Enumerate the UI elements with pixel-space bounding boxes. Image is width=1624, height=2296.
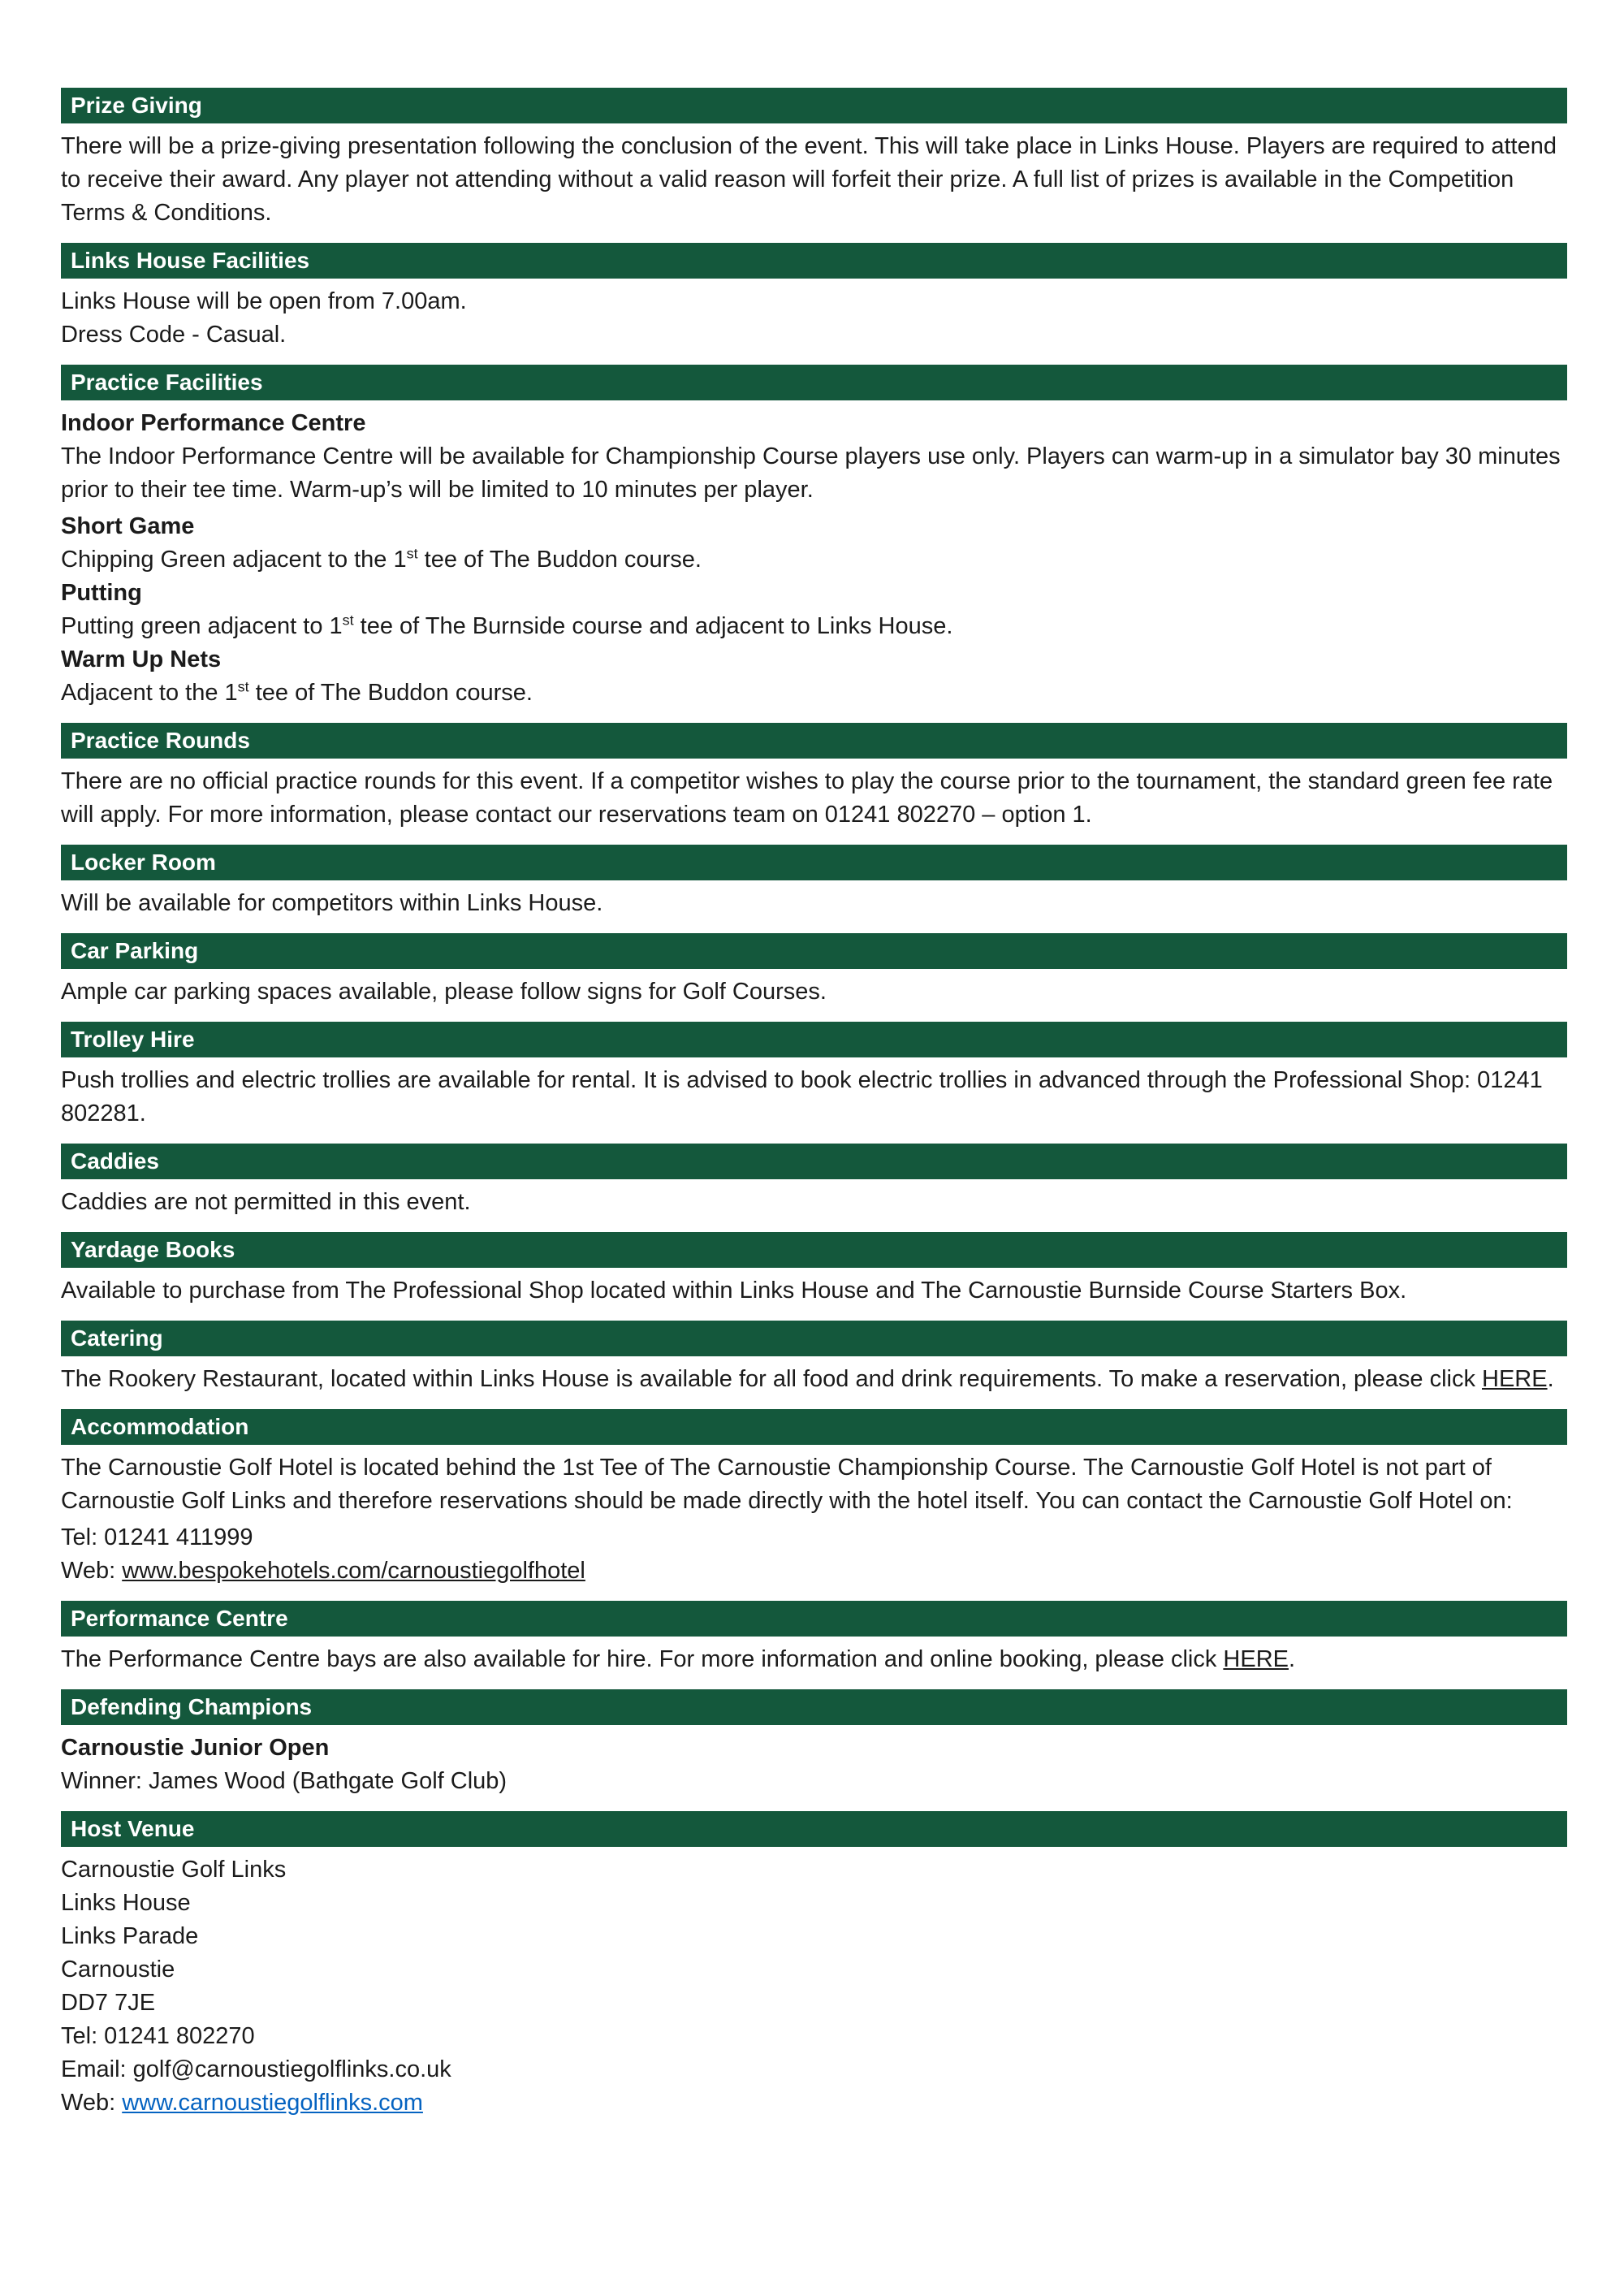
hotel-website-link[interactable]: www.bespokehotels.com/carnoustiegolfhotel	[122, 1558, 585, 1584]
section-title: Practice Facilities	[71, 370, 263, 395]
yardage-books-paragraph: Available to purchase from The Professional Shop located within Links House and The Carnoustie Burnside Course Starters Box.	[61, 1278, 1407, 1304]
section-header-car-parking	[61, 933, 1567, 969]
prize-giving-paragraph: There will be a prize-giving presentation following the conclusion of the event. This will take place in Links House. Players are required to attend to receive their award. Any player not attending without a valid reason will forfeit their prize. A full list of prizes is available in the Competition Terms & Conditions.	[61, 133, 1557, 226]
trolley-hire-paragraph: Push trollies and electric trollies are available for rental. It is advised to book electric trollies in advanced through the Professional Shop: 01241 802281.	[61, 1067, 1543, 1126]
section-practice-rounds	[61, 723, 1567, 832]
section-title: Caddies	[71, 1148, 159, 1174]
performance-booking-link[interactable]: HERE	[1223, 1646, 1289, 1672]
section-title: Performance Centre	[71, 1606, 288, 1631]
text-run: Chipping Green adjacent to the 1	[61, 547, 407, 573]
putting-subhead: Putting	[61, 580, 142, 606]
host-website-link[interactable]: www.carnoustiegolflinks.com	[122, 2090, 423, 2116]
section-title: Yardage Books	[71, 1237, 235, 1262]
venue-street-line: Links Parade	[61, 1923, 199, 1949]
text-run: Putting green adjacent to 1	[61, 613, 343, 639]
section-caddies	[61, 1144, 1567, 1219]
section-locker-room	[61, 845, 1567, 920]
hotel-tel-line: Tel: 01241 411999	[61, 1524, 253, 1550]
caddies-paragraph: Caddies are not permitted in this event.	[61, 1189, 471, 1215]
warm-up-nets-line	[61, 677, 1567, 710]
section-title: Practice Rounds	[71, 728, 250, 753]
section-performance-centre	[61, 1601, 1567, 1676]
text-run: tee of The Burnside course and adjacent to Links House.	[353, 613, 953, 639]
section-header-host-venue	[61, 1811, 1567, 1847]
section-header-performance-centre	[61, 1601, 1567, 1637]
accommodation-paragraph: The Carnoustie Golf Hotel is located behind the 1st Tee of The Carnoustie Championship Course. The Carnoustie Golf Hotel is not part of Carnoustie Golf Links and therefore reservations should be made directly with the hotel itself. You can contact the Carnoustie Golf Hotel on:	[61, 1455, 1513, 1514]
text-run: .	[1288, 1646, 1296, 1672]
section-defending-champions	[61, 1689, 1567, 1798]
venue-email-line: Email: golf@carnoustiegolflinks.co.uk	[61, 2056, 451, 2082]
venue-tel-line: Tel: 01241 802270	[61, 2023, 255, 2049]
dress-code-line: Dress Code - Casual.	[61, 322, 287, 348]
section-header-defending-champions	[61, 1689, 1567, 1725]
section-header-links-house-facilities	[61, 243, 1567, 279]
links-house-open-line: Links House will be open from 7.00am.	[61, 288, 467, 314]
performance-centre-paragraph	[61, 1643, 1567, 1676]
section-links-house-facilities	[61, 243, 1567, 352]
indoor-performance-centre-paragraph: The Indoor Performance Centre will be available for Championship Course players use only. Players can warm-up in a simulator bay 30 minutes prior to their tee time. Warm-up’s will be limited to 10 minutes per player.	[61, 443, 1561, 503]
section-header-locker-room	[61, 845, 1567, 880]
venue-town-line: Carnoustie	[61, 1957, 175, 1983]
text-run: Web:	[61, 2090, 123, 2116]
text-run: .	[1547, 1366, 1554, 1392]
text-run: Web:	[61, 1558, 123, 1584]
text-run: The Performance Centre bays are also available for hire. For more information and online booking, please click	[61, 1646, 1224, 1672]
section-host-venue	[61, 1811, 1567, 2120]
section-header-trolley-hire	[61, 1022, 1567, 1057]
section-title: Links House Facilities	[71, 248, 310, 273]
winner-line: Winner: James Wood (Bathgate Golf Club)	[61, 1768, 508, 1794]
practice-rounds-paragraph: There are no official practice rounds for this event. If a competitor wishes to play the course prior to the tournament, the standard green fee rate will apply. For more information, please contact our reservations team on 01241 802270 – option 1.	[61, 768, 1553, 828]
catering-paragraph	[61, 1363, 1567, 1396]
text-run: The Rookery Restaurant, located within Links House is available for all food and drink requirements. To make a reservation, please click	[61, 1366, 1483, 1392]
section-title: Host Venue	[71, 1816, 195, 1841]
venue-name-line: Carnoustie Golf Links	[61, 1857, 287, 1883]
section-catering	[61, 1321, 1567, 1396]
indoor-performance-centre-subhead: Indoor Performance Centre	[61, 410, 366, 436]
venue-web-line	[61, 2086, 1567, 2120]
section-title: Locker Room	[71, 850, 216, 875]
section-header-catering	[61, 1321, 1567, 1356]
section-prize-giving	[61, 88, 1567, 230]
venue-building-line: Links House	[61, 1890, 191, 1916]
text-run: tee of The Buddon course.	[248, 680, 533, 706]
ordinal-superscript: st	[406, 545, 418, 562]
section-car-parking	[61, 933, 1567, 1009]
section-trolley-hire	[61, 1022, 1567, 1131]
section-header-accommodation	[61, 1409, 1567, 1445]
hotel-web-line	[61, 1554, 1567, 1588]
section-title: Prize Giving	[71, 93, 202, 118]
section-header-yardage-books	[61, 1232, 1567, 1268]
short-game-subhead: Short Game	[61, 513, 195, 539]
ordinal-superscript: st	[342, 612, 354, 629]
car-parking-paragraph: Ample car parking spaces available, please follow signs for Golf Courses.	[61, 979, 827, 1005]
section-title: Accommodation	[71, 1414, 249, 1439]
section-title: Defending Champions	[71, 1694, 313, 1719]
text-run: tee of The Buddon course.	[417, 547, 702, 573]
section-header-caddies	[61, 1144, 1567, 1179]
section-title: Trolley Hire	[71, 1027, 195, 1052]
catering-reservation-link[interactable]: HERE	[1482, 1366, 1548, 1392]
section-header-prize-giving	[61, 88, 1567, 123]
section-header-practice-facilities	[61, 365, 1567, 400]
short-game-line	[61, 543, 1567, 577]
locker-room-paragraph: Will be available for competitors within Links House.	[61, 890, 603, 916]
ordinal-superscript: st	[237, 678, 249, 695]
putting-line	[61, 610, 1567, 643]
text-run: Adjacent to the 1	[61, 680, 238, 706]
carnoustie-junior-open-subhead: Carnoustie Junior Open	[61, 1735, 330, 1761]
section-accommodation	[61, 1409, 1567, 1588]
section-yardage-books	[61, 1232, 1567, 1308]
warm-up-nets-subhead: Warm Up Nets	[61, 646, 222, 672]
venue-postcode-line: DD7 7JE	[61, 1990, 156, 2016]
section-practice-facilities	[61, 365, 1567, 710]
section-header-practice-rounds	[61, 723, 1567, 759]
section-title: Catering	[71, 1325, 163, 1351]
section-title: Car Parking	[71, 938, 199, 963]
